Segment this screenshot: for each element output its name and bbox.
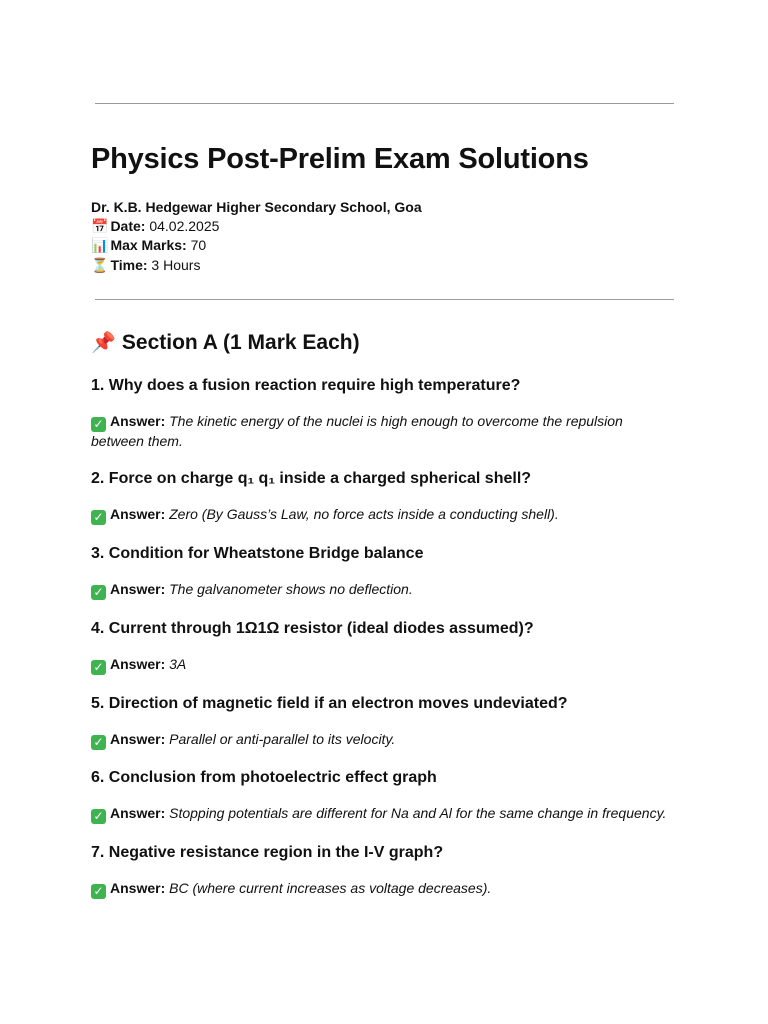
calendar-icon: 📅 (91, 218, 109, 235)
answer-content: Parallel or anti-parallel to its velocity. (169, 731, 396, 747)
question-text: 6. Conclusion from photoelectric effect graph (91, 769, 437, 786)
answer-text (91, 879, 675, 899)
answer-label: Answer: (110, 656, 166, 672)
answer-content: 3A (169, 656, 187, 672)
page-title: Physics Post-Prelim Exam Solutions (91, 143, 589, 175)
check-icon: ✓ (91, 585, 106, 600)
check-icon: ✓ (91, 660, 106, 675)
answer-label: Answer: (110, 805, 166, 821)
question-item (91, 769, 675, 824)
answer-text (91, 505, 675, 525)
question-item (91, 620, 675, 675)
marks-row (91, 236, 422, 256)
question-item (91, 377, 675, 451)
section-title-text: Section A (1 Mark Each) (121, 331, 360, 354)
bar-chart-icon: 📊 (91, 238, 109, 254)
question-text: 2. Force on charge q₁ q₁ inside a charged spherical shell? (91, 470, 532, 487)
question-text: 3. Condition for Wheatstone Bridge balance (91, 545, 424, 562)
check-icon: ✓ (91, 510, 106, 525)
check-icon: ✓ (91, 735, 106, 750)
answer-content: The kinetic energy of the nuclei is high enough to overcome the repulsion between them. (91, 413, 623, 449)
section-divider (95, 299, 674, 300)
hourglass-icon: ⏳ (91, 257, 109, 274)
answer-label: Answer: (110, 581, 166, 597)
section-heading (91, 330, 360, 355)
date-row (91, 217, 422, 237)
question-text: 7. Negative resistance region in the I-V graph? (91, 844, 444, 861)
marks-value: 70 (190, 237, 207, 253)
check-icon: ✓ (91, 884, 106, 899)
answer-content: Zero (By Gauss’s Law, no force acts inside a conducting shell). (169, 506, 559, 522)
time-value: 3 Hours (151, 256, 201, 273)
question-item (91, 545, 675, 600)
marks-label: Max Marks: (110, 237, 187, 253)
answer-text (91, 804, 675, 824)
answer-content: BC (where current increases as voltage decreases). (169, 880, 492, 896)
pushpin-icon: 📌 (91, 330, 116, 354)
answer-label: Answer: (110, 880, 166, 896)
question-text: 5. Direction of magnetic field if an electron moves undeviated? (91, 695, 568, 712)
question-item (91, 844, 675, 899)
answer-content: The galvanometer shows no deflection. (169, 581, 413, 597)
exam-metadata (91, 198, 422, 275)
question-text: 1. Why does a fusion reaction require high temperature? (91, 377, 521, 394)
question-item (91, 470, 675, 525)
check-icon: ✓ (91, 809, 106, 824)
check-icon: ✓ (91, 417, 106, 432)
answer-text (91, 412, 675, 451)
answer-label: Answer: (110, 506, 166, 522)
question-text: 4. Current through 1Ω1Ω resistor (ideal diodes assumed)? (91, 620, 534, 637)
answer-label: Answer: (110, 731, 166, 747)
top-divider (95, 103, 674, 104)
question-item (91, 695, 675, 750)
answer-text (91, 655, 675, 675)
date-label: Date: (110, 217, 146, 234)
date-value: 04.02.2025 (149, 217, 220, 234)
school-name: Dr. K.B. Hedgewar Higher Secondary School, Goa (91, 199, 422, 215)
answer-text (91, 580, 675, 600)
answer-label: Answer: (110, 413, 166, 429)
time-row (91, 256, 422, 276)
answer-text (91, 730, 675, 750)
time-label: Time: (110, 256, 148, 273)
answer-content: Stopping potentials are different for Na and Al for the same change in frequency. (169, 805, 667, 821)
